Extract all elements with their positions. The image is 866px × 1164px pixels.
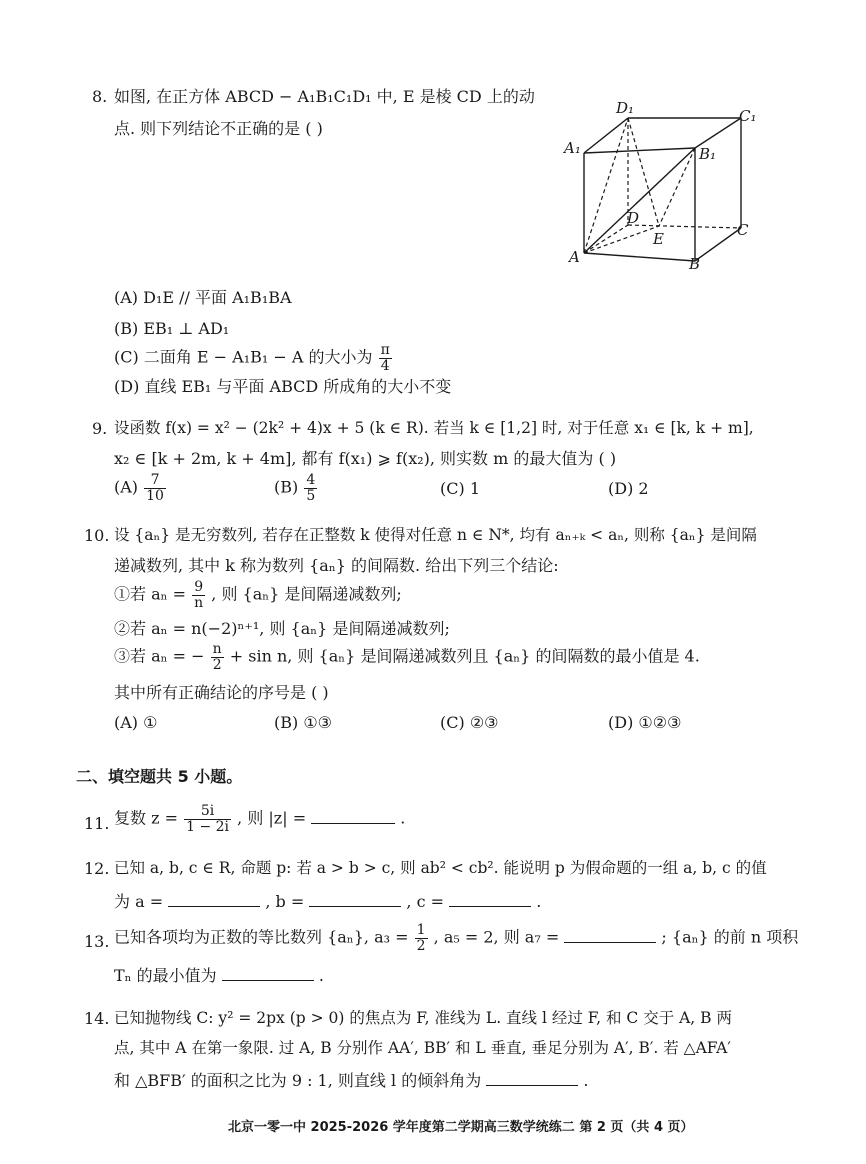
q12-c-label: , c = xyxy=(406,892,445,911)
q9-number: 9. xyxy=(92,419,108,438)
fraction-numerator: 9 xyxy=(192,580,205,596)
pi-over-4-fraction xyxy=(379,343,392,373)
fraction-denominator: 2 xyxy=(212,656,222,673)
q11-number: 11. xyxy=(84,814,110,833)
cube-figure xyxy=(555,95,785,280)
section-2-title: 二、填空题共 5 小题。 xyxy=(76,767,243,786)
q9-option-a-label: (A) xyxy=(114,477,139,497)
q12-b-blank[interactable] xyxy=(309,892,401,907)
fraction-numerator: 4 xyxy=(306,472,316,488)
label-D1: D₁ xyxy=(616,99,635,117)
fraction-denominator: 5 xyxy=(306,487,316,504)
q8-option-c-text: (C) 二面角 E − A₁B₁ − A 的大小为 xyxy=(114,347,373,367)
label-A: A xyxy=(569,248,580,266)
q10-option-d: (D) ①②③ xyxy=(608,713,682,732)
label-B: B xyxy=(689,255,701,273)
fraction-numerator: 7 xyxy=(144,473,166,489)
q13-stem-line2 xyxy=(114,966,324,984)
fraction-numerator: π xyxy=(380,342,390,358)
q13-line2-prefix: Tₙ 的最小值为 xyxy=(114,966,217,985)
q11-stem xyxy=(114,804,405,834)
q12-stem-line1: 已知 a, b, c ∈ R, 命题 p: 若 a > b > c, 则 ab² < cb². 能说明 p 为假命题的一组 a, b, c 的值 xyxy=(114,859,767,877)
q13-number: 13. xyxy=(84,932,110,951)
q8-stem-line1: 如图, 在正方体 ABCD − A₁B₁C₁D₁ 中, E 是棱 CD 上的动 xyxy=(114,87,535,106)
q11-middle: , 则 |z| = xyxy=(237,808,307,828)
q12-a-label: 为 a = xyxy=(114,892,164,911)
fraction-numerator: 5i xyxy=(184,804,231,820)
q12-c-blank[interactable] xyxy=(449,892,531,907)
conclusion-1-prefix: ①若 aₙ = xyxy=(114,584,187,604)
q11-prefix: 复数 z = xyxy=(114,808,179,828)
q13-stem-line1 xyxy=(114,923,798,953)
q14-line3-prefix: 和 △BFB′ 的面积之比为 9 : 1, 则直线 l 的倾斜角为 xyxy=(114,1071,482,1090)
q8-option-d: (D) 直线 EB₁ 与平面 ABCD 所成角的大小不变 xyxy=(114,377,452,396)
q13-middle: , a₅ = 2, 则 a₇ = xyxy=(433,927,560,947)
label-D: D xyxy=(627,209,640,227)
q14-stem-line3 xyxy=(114,1071,588,1089)
q9-option-a xyxy=(114,473,167,503)
q9-option-b-fraction xyxy=(304,473,317,503)
q10-conclusion-3 xyxy=(114,642,700,672)
q13-a7-blank[interactable] xyxy=(564,928,656,943)
label-C1: C₁ xyxy=(739,107,757,125)
q10-conclusion-1 xyxy=(114,580,402,610)
label-A1: A₁ xyxy=(564,139,581,157)
q8-stem-line2: 点. 则下列结论不正确的是 ( ) xyxy=(114,119,323,138)
nine-over-n-fraction xyxy=(192,580,205,610)
fraction-numerator: n xyxy=(212,641,222,657)
label-C: C xyxy=(737,221,749,239)
q9-option-c: (C) 1 xyxy=(440,479,480,498)
q12-number: 12. xyxy=(84,859,110,878)
q12-a-blank[interactable] xyxy=(168,892,260,907)
q10-number: 10. xyxy=(84,526,110,545)
q9-option-a-fraction xyxy=(144,473,166,503)
q14-end: . xyxy=(583,1071,589,1090)
q10-stem-line1: 设 {aₙ} 是无穷数列, 若存在正整数 k 使得对任意 n ∈ N*, 均有 aₙ₊ₖ < aₙ, 则称 {aₙ} 是间隔 xyxy=(114,526,757,544)
fraction-denominator: 2 xyxy=(416,937,426,954)
q11-answer-blank[interactable] xyxy=(311,809,395,824)
q13-tn-blank[interactable] xyxy=(222,966,314,981)
q10-option-c: (C) ②③ xyxy=(440,713,499,732)
q9-option-b-label: (B) xyxy=(274,477,299,497)
q14-stem-line2: 点, 其中 A 在第一象限. 过 A, B 分别作 AA′, BB′ 和 L 垂直, 垂足分别为 A′, B′. 若 △AFA′ xyxy=(114,1039,731,1057)
q10-conclusion-2: ②若 aₙ = n(−2)ⁿ⁺¹, 则 {aₙ} 是间隔递减数列; xyxy=(114,619,450,638)
q8-option-c xyxy=(114,343,393,373)
q10-stem-line2: 递减数列, 其中 k 称为数列 {aₙ} 的间隔数. 给出下列三个结论: xyxy=(114,556,559,575)
fraction-denominator: 10 xyxy=(146,487,164,504)
conclusion-1-suffix: , 则 {aₙ} 是间隔递减数列; xyxy=(211,584,402,604)
one-half-fraction xyxy=(415,923,428,953)
q12-b-label: , b = xyxy=(265,892,305,911)
q11-end: . xyxy=(400,808,406,828)
q8-option-a: (A) D₁E // 平面 A₁B₁BA xyxy=(114,288,292,307)
q9-option-d: (D) 2 xyxy=(608,479,649,498)
q14-answer-blank[interactable] xyxy=(486,1071,578,1086)
q12-end: . xyxy=(536,892,542,911)
q13-end: . xyxy=(318,966,324,985)
label-B1: B₁ xyxy=(699,145,717,163)
label-E: E xyxy=(653,230,664,248)
q14-stem-line1: 已知抛物线 C: y² = 2px (p > 0) 的焦点为 F, 准线为 L. 直线 l 经过 F, 和 C 交于 A, B 两 xyxy=(114,1009,732,1027)
q14-number: 14. xyxy=(84,1009,110,1028)
q13-suffix: ; {aₙ} 的前 n 项积 xyxy=(661,927,799,947)
fraction-numerator: 1 xyxy=(416,922,426,938)
q9-stem-line2: x₂ ∈ [k + 2m, k + 4m], 都有 f(x₁) ⩾ f(x₂), 则实数 m 的最大值为 ( ) xyxy=(114,449,617,468)
fraction-denominator: 1 − 2i xyxy=(186,818,230,835)
n-over-2-fraction xyxy=(211,642,224,672)
q10-option-b: (B) ①③ xyxy=(274,713,333,732)
q8-option-b: (B) EB₁ ⊥ AD₁ xyxy=(114,319,230,338)
q9-option-b xyxy=(274,473,318,503)
conclusion-3-suffix: + sin n, 则 {aₙ} 是间隔递减数列且 {aₙ} 的间隔数的最小值是 4. xyxy=(229,646,700,666)
fraction-denominator: 4 xyxy=(380,357,390,374)
q10-option-a: (A) ① xyxy=(114,713,158,732)
q8-number: 8. xyxy=(92,87,108,106)
conclusion-3-prefix: ③若 aₙ = − xyxy=(114,646,205,666)
q11-fraction xyxy=(184,804,231,834)
q9-stem-line1: 设函数 f(x) = x² − (2k² + 4)x + 5 (k ∈ R). 若当 k ∈ [1,2] 时, 对于任意 x₁ ∈ [k, k + m], xyxy=(114,419,754,437)
q10-question: 其中所有正确结论的序号是 ( ) xyxy=(114,683,329,702)
q13-prefix: 已知各项均为正数的等比数列 {aₙ}, a₃ = xyxy=(114,927,409,947)
fraction-denominator: n xyxy=(194,594,204,611)
q12-stem-line2 xyxy=(114,892,541,910)
page-footer: 北京一零一中 2025-2026 学年度第二学期高三数学统练二 第 2 页（共 4 页） xyxy=(228,1120,694,1135)
